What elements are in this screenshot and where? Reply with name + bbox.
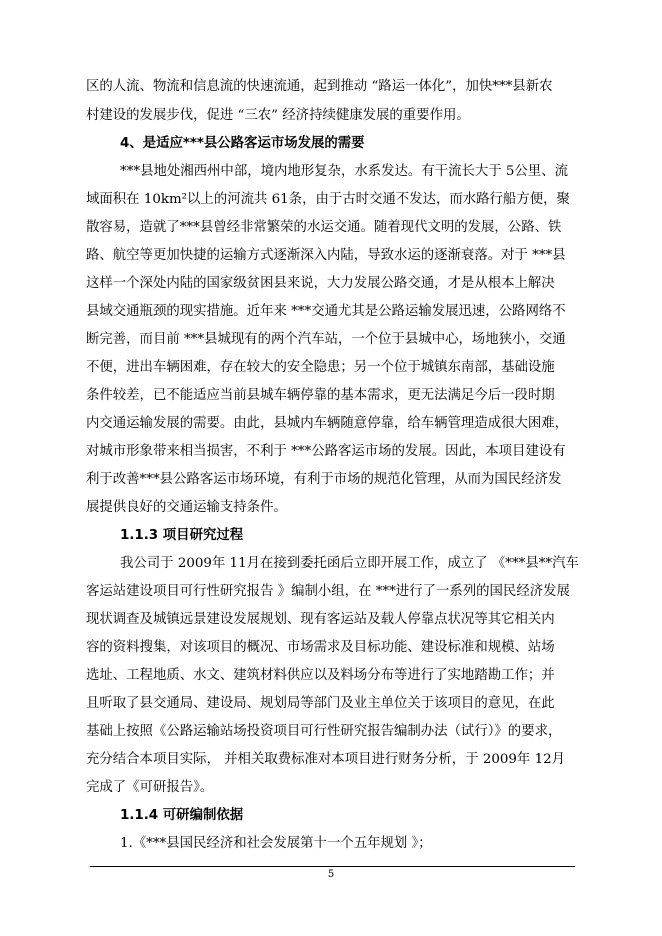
paragraph-line: 容的资料搜集，对该项目的概况、市场需求及目标功能、建设标准和规模、站场: [86, 640, 555, 655]
paragraph-line: 条件较差，已不能适应当前县城车辆停靠的基本需求，更无法满足今后一段时期: [86, 388, 555, 403]
section-heading: 1.1.3 项目研究过程: [120, 528, 244, 543]
paragraph-line: 路、航空等更加快捷的运输方式逐渐深入内陆，导致水运的逐渐衰落。对于 ***县: [86, 248, 566, 263]
paragraph-line: 断完善，而目前 ***县城现有的两个汽车站，一个位于县城中心，场地狭小，交通: [86, 332, 566, 347]
paragraph-line: 不便，进出车辆困难，存在较大的安全隐患；另一个位于城镇东南部，基础设施: [86, 360, 555, 375]
paragraph-line: 县域交通瓶颈的现实措施。近年来 ***交通尤其是公路运输发展迅速，公路网络不: [86, 304, 566, 319]
paragraph-line: 村建设的发展步伐，促进 “三农” 经济持续健康发展的重要作用。: [86, 108, 470, 123]
paragraph-line: ***县地处湘西州中部，境内地形复杂，水系发达。有干流长大于 5公里、流: [120, 164, 568, 179]
paragraph-line: 充分结合本项目实际， 并相关取费标准对本项目进行财务分析，于 2009年 12月: [86, 752, 565, 767]
paragraph-line: 区的人流、物流和信息流的快速流通，起到推动 “路运一体化”，加快***县新农: [86, 79, 553, 94]
paragraph-line: 选址、工程地质、水文、建筑材料供应以及料场分布等进行了实地踏勘工作；并: [86, 668, 555, 683]
paragraph-line: 我公司于 2009年 11月在接到委托函后立即开展工作，成立了 《***县**汽车: [120, 556, 579, 571]
paragraph-line: 利于改善***县公路客运市场环境，有利于市场的规范化管理，从而为国民经济发: [86, 472, 562, 487]
paragraph-line: 现状调查及城镇远景建设发展规划、现有客运站及载人停靠点状况等其它相关内: [86, 612, 555, 627]
page-number: 5: [327, 869, 335, 880]
paragraph-line: 展提供良好的交通运输支持条件。: [86, 500, 287, 515]
footer-rule: [90, 866, 575, 867]
section-heading: 4、是适应***县公路客运市场发展的需要: [120, 136, 365, 151]
section-heading: 1.1.4 可研编制依据: [120, 808, 244, 823]
paragraph-line: 域面积在 10km²以上的河流共 61条，由于古时交通不发达，而水路行船方便，聚: [86, 192, 570, 207]
paragraph-line: 完成了《可研报告》。: [86, 780, 214, 795]
paragraph-line: 这样一个深处内陆的国家级贫困县来说，大力发展公路交通，才是从根本上解决: [86, 276, 555, 291]
paragraph-line: 客运站建设项目可行性研究报告 》编制小组，在 ***进行了一系列的国民经济发展: [86, 584, 570, 599]
paragraph-line: 散容易，造就了***县曾经非常繁荣的水运交通。随着现代文明的发展，公路、铁: [86, 220, 562, 235]
paragraph-line: 基础上按照《公路运输站场投资项目可行性研究报告编制办法（试行）》的要求，: [86, 724, 562, 739]
paragraph-line: 对城市形象带来相当损害，不利于 ***公路客运市场的发展。因此，本项目建设有: [86, 444, 566, 459]
paragraph-line: 内交通运输发展的需要。由此，县城内车辆随意停靠，给车辆管理造成很大困难，: [86, 416, 569, 431]
paragraph-line: 且听取了县交通局、建设局、规划局等部门及业主单位关于该项目的意见，在此: [86, 696, 555, 711]
paragraph-line: 1.《***县国民经济和社会发展第十一个五年规划 》；: [120, 836, 432, 851]
